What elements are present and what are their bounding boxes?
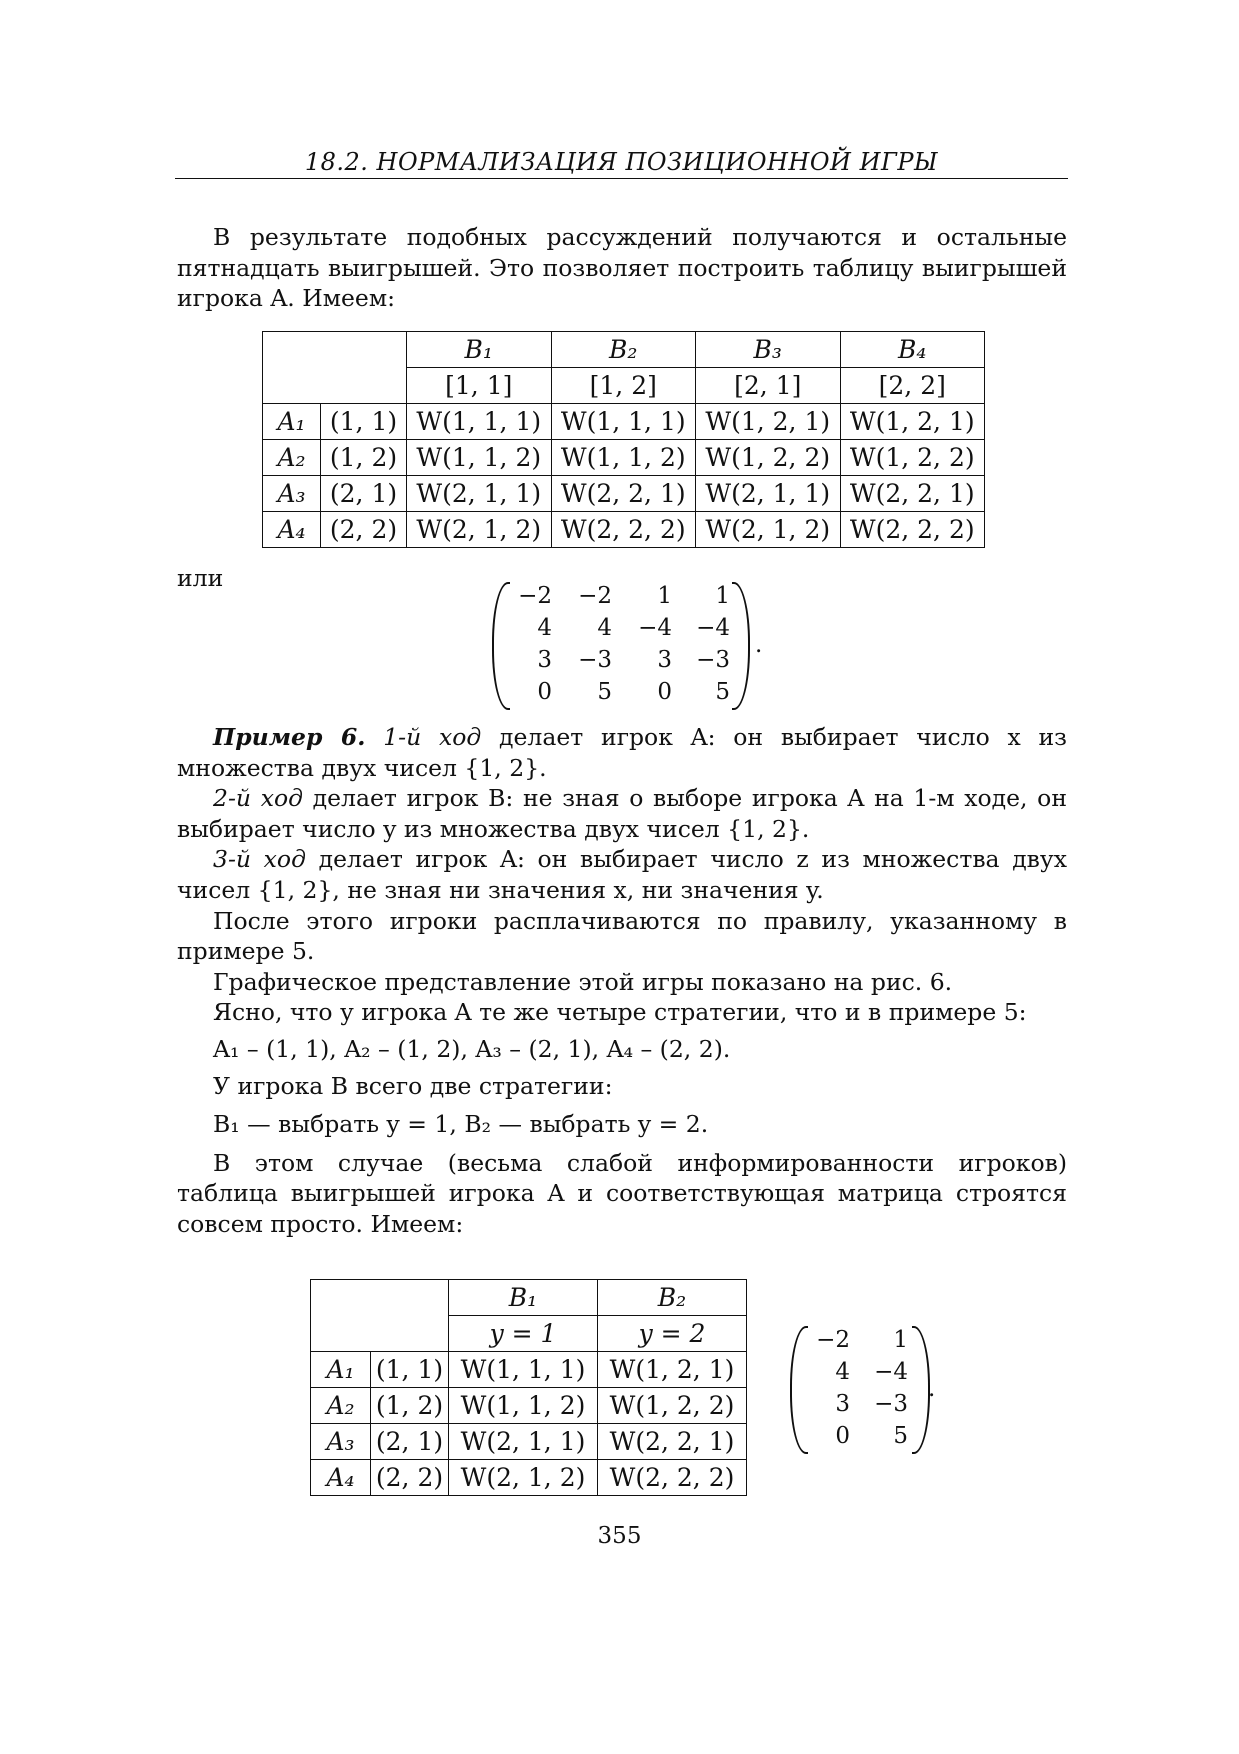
- matrix-entry: 3: [835, 1391, 850, 1417]
- payoff-matrix-1: [492, 582, 770, 710]
- row-strategy-pair: (1, 1): [371, 1352, 449, 1388]
- table2-row: [311, 1460, 747, 1496]
- running-header: 18.2. НОРМАЛИЗАЦИЯ ПОЗИЦИОННОЙ ИГРЫ: [304, 148, 939, 176]
- matrix-entry: 5: [597, 679, 612, 705]
- matrix-entry: 1: [715, 583, 730, 609]
- payoff-table-1: [262, 331, 985, 548]
- row-strategy-pair: (2, 1): [371, 1424, 449, 1460]
- table1-col-head: B₃: [696, 332, 841, 368]
- matrix-entry: 3: [537, 647, 552, 673]
- matrix-entry: −2: [518, 583, 552, 609]
- table1-col-subhead: [1, 2]: [551, 368, 696, 404]
- row-strategy-pair: (1, 2): [321, 440, 407, 476]
- row-player-strategy: A₄: [263, 512, 321, 548]
- matrix-entry: −2: [578, 583, 612, 609]
- payoff-cell: W(2, 1, 1): [407, 476, 552, 512]
- payoff-cell: W(2, 2, 1): [598, 1424, 747, 1460]
- payoff-cell: W(1, 2, 2): [696, 440, 841, 476]
- table1-row: [263, 440, 985, 476]
- move-label: 2-й ход: [213, 784, 303, 813]
- payoff-cell: W(2, 2, 1): [840, 476, 985, 512]
- move-text: делает игрок A: он выбирает число z из множества двух чисел {1, 2}, не зная ни значения x, ни значения y.: [177, 845, 1067, 904]
- b-strategies-formula: B₁ — выбрать y = 1, B₂ — выбрать y = 2.: [213, 1110, 709, 1139]
- payoff-table-2: [310, 1279, 747, 1496]
- table2-row: [311, 1352, 747, 1388]
- move-label: 1-й ход: [383, 723, 482, 751]
- move-label: 3-й ход: [213, 845, 306, 874]
- matrix-entry: 1: [657, 583, 672, 609]
- row-player-strategy: A₁: [311, 1352, 371, 1388]
- payoff-cell: W(1, 1, 1): [407, 404, 552, 440]
- example-paragraph: У игрока B всего две стратегии:: [213, 1071, 613, 1100]
- table1-col-head: B₂: [551, 332, 696, 368]
- matrix-entry: −3: [696, 647, 730, 673]
- table1-row: [263, 512, 985, 548]
- row-strategy-pair: (1, 2): [371, 1388, 449, 1424]
- page-number: 355: [597, 1523, 642, 1549]
- matrix-entry: −4: [874, 1359, 908, 1385]
- payoff-cell: W(2, 1, 1): [696, 476, 841, 512]
- payoff-cell: W(1, 1, 2): [449, 1388, 598, 1424]
- row-strategy-pair: (2, 2): [321, 512, 407, 548]
- matrix-period: .: [928, 1376, 936, 1402]
- row-player-strategy: A₄: [311, 1460, 371, 1496]
- payoff-cell: W(1, 2, 1): [696, 404, 841, 440]
- table1-col-subhead: [2, 1]: [696, 368, 841, 404]
- row-strategy-pair: (1, 1): [321, 404, 407, 440]
- table1-col-subhead: [1, 1]: [407, 368, 552, 404]
- move-text: делает игрок A: он выбирает число x из множества двух чисел {1, 2}.: [177, 723, 1067, 782]
- left-paren: [790, 1326, 808, 1454]
- table1-row: [263, 476, 985, 512]
- left-paren: [492, 582, 510, 710]
- matrix-entry: −2: [816, 1327, 850, 1353]
- table2-col-subhead: y = 1: [449, 1316, 598, 1352]
- table2-col-head: B₁: [449, 1280, 598, 1316]
- example-paragraph: Графическое представление этой игры показано на рис. 6.: [213, 967, 953, 996]
- or-label: или: [177, 564, 224, 592]
- matrix-entry: 0: [537, 679, 552, 705]
- payoff-cell: W(1, 1, 2): [551, 440, 696, 476]
- example-paragraph: [177, 844, 1067, 905]
- example-6-section: [177, 722, 1067, 1240]
- matrix-entry: 4: [597, 615, 612, 641]
- matrix-entry: 4: [537, 615, 552, 641]
- example-title: Пример 6.: [213, 723, 366, 751]
- payoff-cell: W(1, 1, 2): [407, 440, 552, 476]
- matrix-entry: 1: [893, 1327, 908, 1353]
- payoff-cell: W(1, 1, 1): [449, 1352, 598, 1388]
- row-player-strategy: A₃: [311, 1424, 371, 1460]
- intro-text: В результате подобных рассуждений получаются и остальные пятнадцать выигрышей. Это позволяет построить таблицу выигрышей игрока A. Имеем:: [177, 223, 1067, 313]
- matrix-entry: −4: [638, 615, 672, 641]
- header-rule: [175, 178, 1068, 179]
- table1-col-subhead: [2, 2]: [840, 368, 985, 404]
- row-player-strategy: A₂: [263, 440, 321, 476]
- payoff-matrix-2: [790, 1326, 940, 1454]
- example-paragraph: Ясно, что у игрока A те же четыре стратегии, что и в примере 5:: [213, 998, 1027, 1027]
- row-player-strategy: A₃: [263, 476, 321, 512]
- table1-corner: [263, 332, 407, 404]
- matrix-entry: 5: [893, 1423, 908, 1449]
- payoff-cell: W(2, 2, 2): [840, 512, 985, 548]
- matrix-entry: 0: [835, 1423, 850, 1449]
- matrix-entry: 0: [657, 679, 672, 705]
- matrix-period: .: [755, 632, 763, 658]
- table2-col-subhead: y = 2: [598, 1316, 747, 1352]
- payoff-cell: W(2, 1, 1): [449, 1424, 598, 1460]
- table2-col-head: B₂: [598, 1280, 747, 1316]
- matrix-entry: 5: [715, 679, 730, 705]
- table2-row: [311, 1424, 747, 1460]
- matrix-entry: −3: [578, 647, 612, 673]
- matrix-entry: −3: [874, 1391, 908, 1417]
- payoff-cell: W(1, 2, 1): [598, 1352, 747, 1388]
- row-player-strategy: A₂: [311, 1388, 371, 1424]
- example-paragraph: [177, 722, 1067, 783]
- payoff-cell: W(2, 2, 2): [598, 1460, 747, 1496]
- matrix1-grid: [512, 582, 730, 707]
- payoff-cell: W(2, 1, 2): [449, 1460, 598, 1496]
- payoff-cell: W(2, 1, 2): [407, 512, 552, 548]
- table2-row: [311, 1388, 747, 1424]
- matrix-entry: 3: [657, 647, 672, 673]
- payoff-cell: W(1, 1, 1): [551, 404, 696, 440]
- row-strategy-pair: (2, 2): [371, 1460, 449, 1496]
- example-paragraph: [177, 783, 1067, 844]
- table1-col-head: B₄: [840, 332, 985, 368]
- row-player-strategy: A₁: [263, 404, 321, 440]
- table1-col-head: B₁: [407, 332, 552, 368]
- payoff-cell: W(2, 2, 2): [551, 512, 696, 548]
- move-text: делает игрок B: не зная о выборе игрока A на 1-м ходе, он выбирает число y из множества двух чисел {1, 2}.: [177, 784, 1067, 843]
- example-paragraph: В этом случае (весьма слабой информированности игроков) таблица выигрышей игрока A и соответствующая матрица строятся совсем просто. Имеем:: [177, 1148, 1067, 1238]
- strategies-formula: A₁ – (1, 1), A₂ – (1, 2), A₃ – (2, 1), A₄ – (2, 2).: [213, 1034, 731, 1063]
- table1-row: [263, 404, 985, 440]
- payoff-cell: W(2, 2, 1): [551, 476, 696, 512]
- payoff-cell: W(1, 2, 1): [840, 404, 985, 440]
- matrix-entry: 4: [835, 1359, 850, 1385]
- payoff-cell: W(1, 2, 2): [840, 440, 985, 476]
- matrix2-grid: [808, 1326, 910, 1451]
- intro-paragraph: [177, 222, 1067, 314]
- table2-corner: [311, 1280, 449, 1352]
- payoff-cell: W(2, 1, 2): [696, 512, 841, 548]
- matrix-entry: −4: [696, 615, 730, 641]
- example-paragraph: После этого игроки расплачиваются по правилу, указанному в примере 5.: [177, 906, 1067, 966]
- payoff-cell: W(1, 2, 2): [598, 1388, 747, 1424]
- right-paren: [732, 582, 750, 710]
- row-strategy-pair: (2, 1): [321, 476, 407, 512]
